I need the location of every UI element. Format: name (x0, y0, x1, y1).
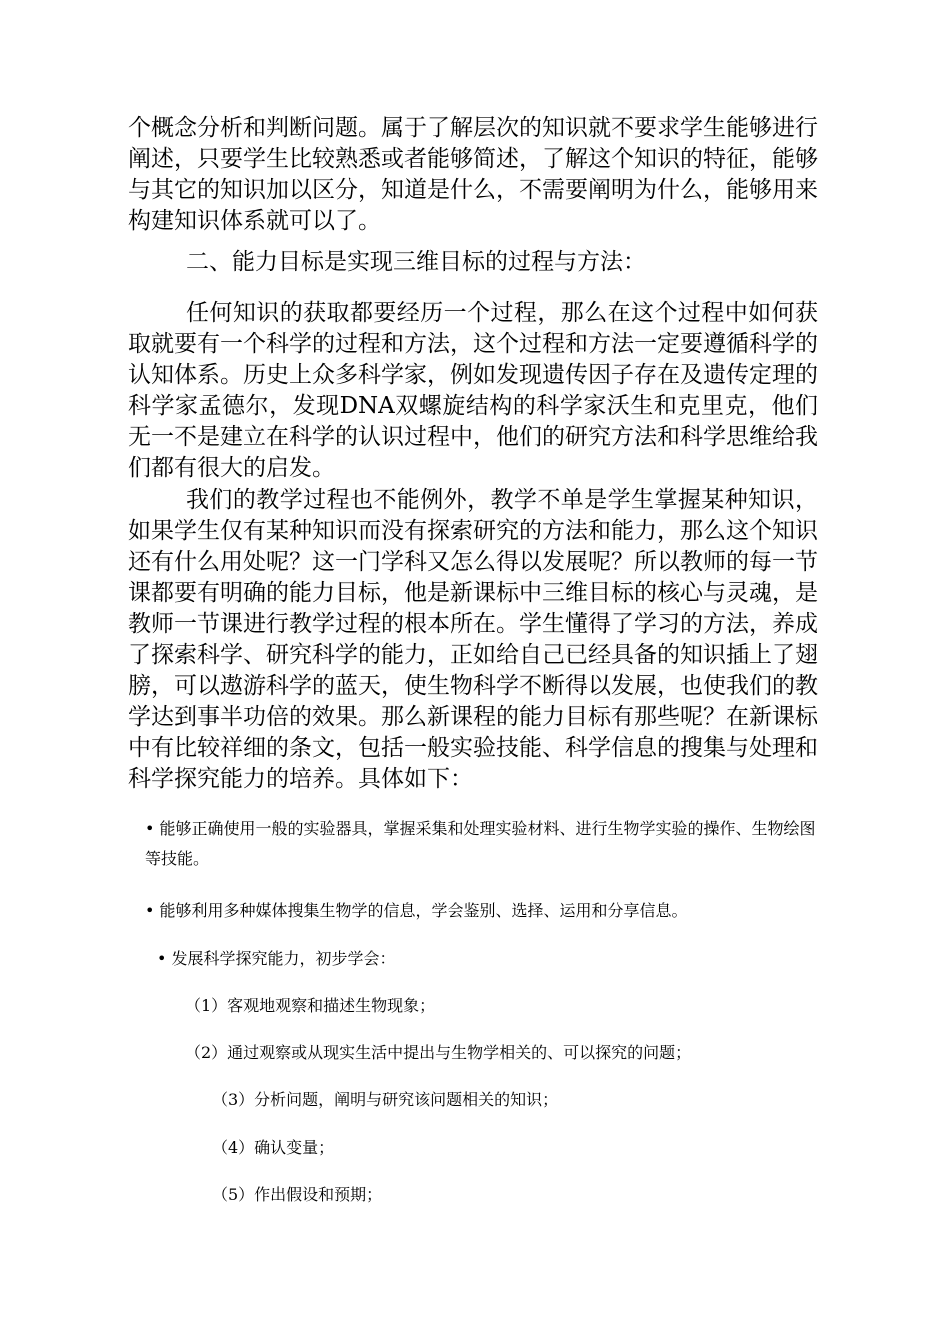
bullet-experiment-skills: • 能够正确使用一般的实验器具，掌握采集和处理实验材料、进行生物学实验的操作、生物绘图等技能。 (145, 819, 816, 868)
step-analyze: （3）分析问题，阐明与研究该问题相关的知识； (212, 1090, 559, 1109)
paragraph-knowledge-levels: 个概念分析和判断问题。属于了解层次的知识就不要求学生能够进行阐述，只要学生比较熟悉或者能够简述，了解这个知识的特征，能够与其它的知识加以区分，知道是什么，不需要阐明为什么，能够用来构建知识体系就可以了。 (128, 115, 818, 234)
section-heading-ability-goals: 二、能力目标是实现三维目标的过程与方法： (186, 249, 646, 275)
paragraph-scientific-process: 任何知识的获取都要经历一个过程，那么在这个过程中如何获取就要有一个科学的过程和方法，这个过程和方法一定要遵循科学的认知体系。历史上众多科学家，例如发现遗传因子存在及遗传定理的科学家孟德尔，发现DNA双螺旋结构的科学家沃生和克里克，他们无一不是建立在科学的认识过程中，他们的研究方法和科学思维给我们都有很大的启发。 (128, 300, 818, 481)
step-variables: （4）确认变量； (212, 1138, 335, 1157)
step-hypothesis: （5）作出假设和预期； (212, 1185, 383, 1204)
paragraph-teaching-process: 我们的教学过程也不能例外，教学不单是学生掌握某种知识，如果学生仅有某种知识而没有探索研究的方法和能力，那么这个知识还有什么用处呢？这一门学科又怎么得以发展呢？所以教师的每一节课都要有明确的能力目标，他是新课标中三维目标的核心与灵魂，是教师一节课进行教学过程的根本所在。学生懂得了学习的方法，养成了探索科学、研究科学的能力，正如给自己已经具备的知识插上了翅膀，可以遨游科学的蓝天，使生物科学不断得以发展，也使我们的教学达到事半功倍的效果。那么新课程的能力目标有那些呢？在新课标中有比较祥细的条文，包括一般实验技能、科学信息的搜集与处理和科学探究能力的培养。具体如下： (128, 487, 818, 792)
step-ask-questions: （2）通过观察或从现实生活中提出与生物学相关的、可以探究的问题； (185, 1043, 692, 1062)
bullet-media-information: • 能够利用多种媒体搜集生物学的信息，学会鉴别、选择、运用和分享信息。 (145, 901, 688, 920)
step-observe: （1）客观地观察和描述生物现象； (185, 996, 436, 1015)
bullet-inquiry-ability: • 发展科学探究能力，初步学会： (157, 949, 396, 968)
